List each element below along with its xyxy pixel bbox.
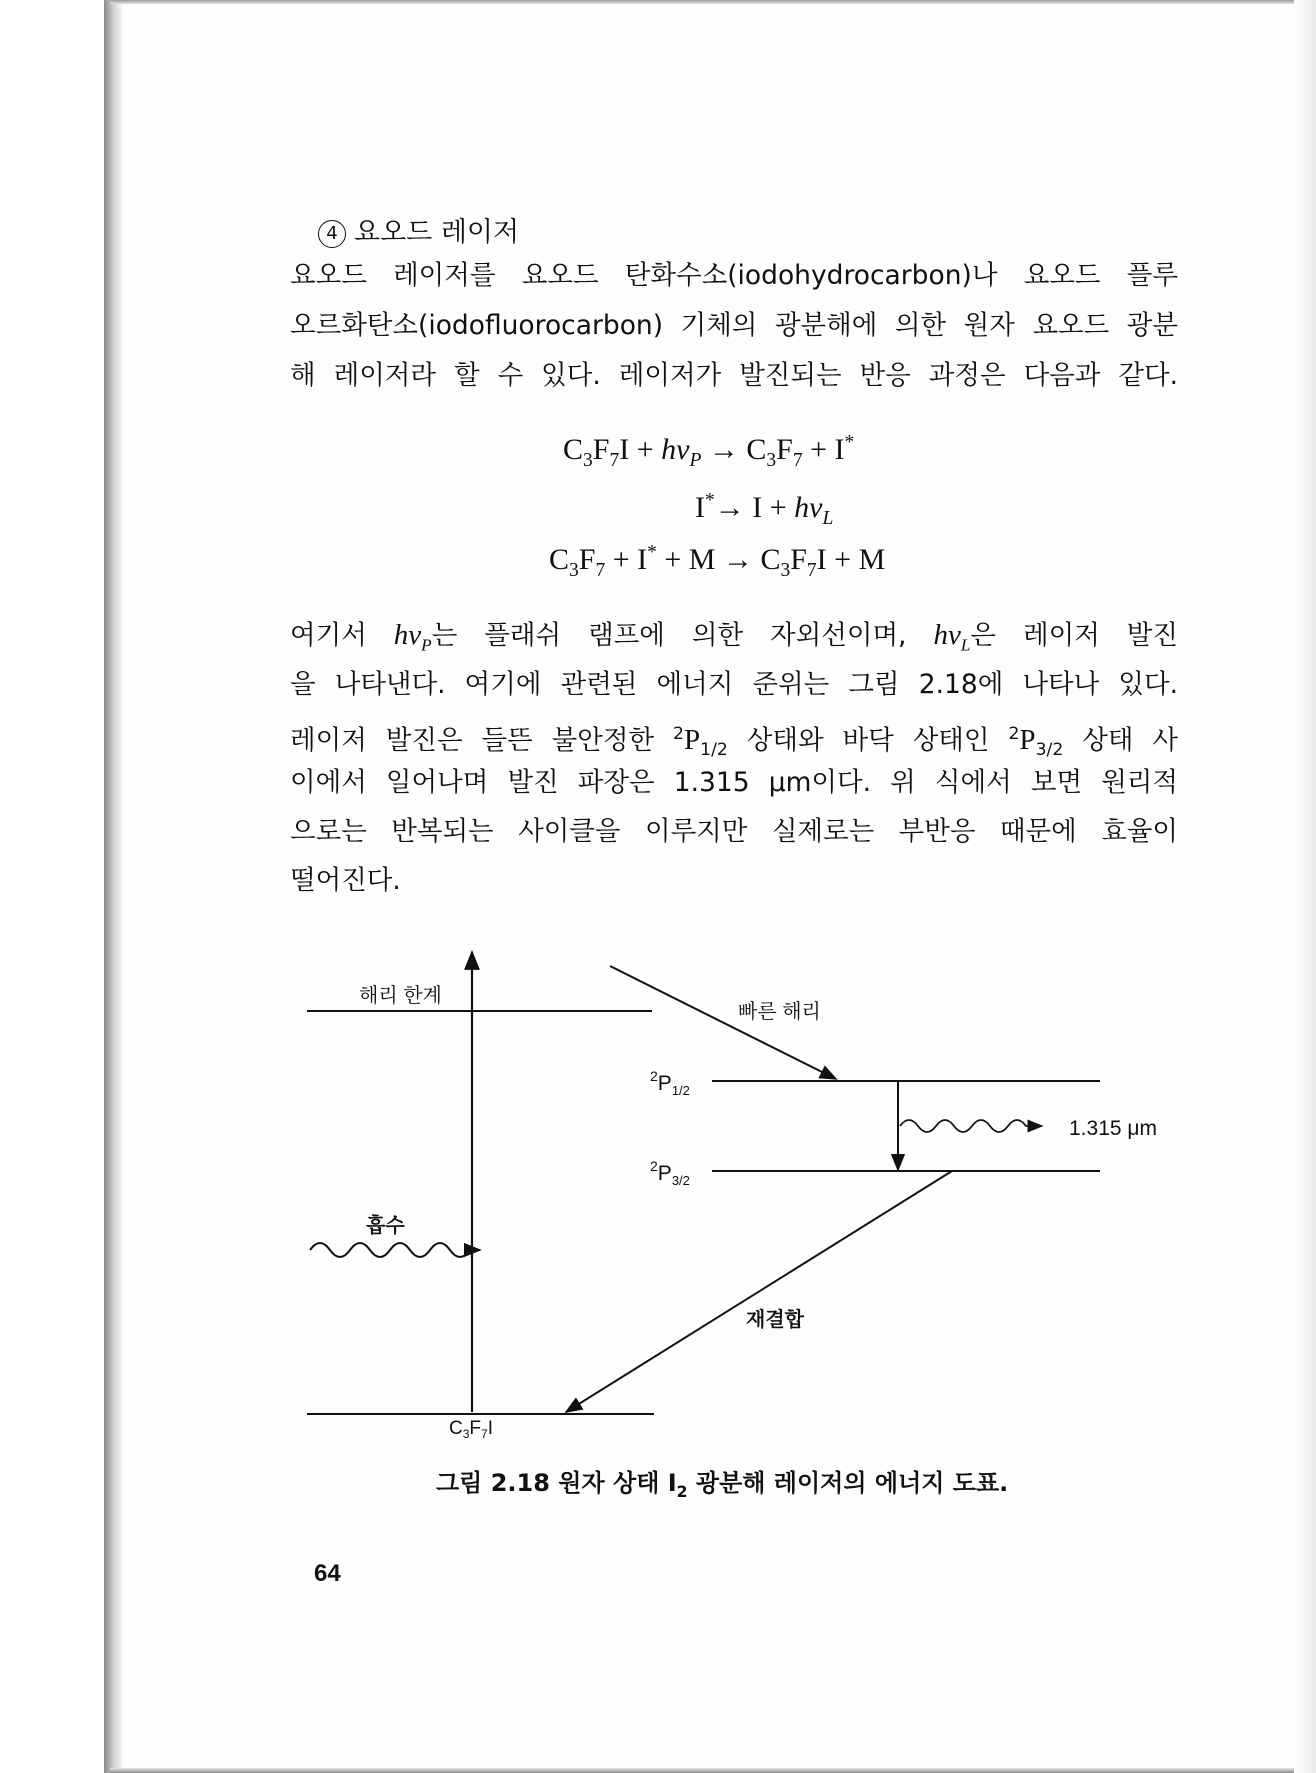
paragraph2-line: 떨어진다. (290, 865, 401, 896)
paragraph2-line: 으로는 반복되는 사이클을 이루지만 실제로는 부반응 때문에 효율이 (290, 816, 1178, 847)
paragraph2-line: 여기서 $h\nu_P$는 플래쉬 램프에 의한 자외선이며, $h\nu_L$은 레이저 발진 (290, 619, 1178, 655)
recombination-label: 재결합 (746, 1309, 804, 1331)
fast-dissociation-label: 빠른 해리 (738, 1001, 821, 1023)
paragraph2-line: 을 나타낸다. 여기에 관련된 에너지 준위는 그림 2.18에 나타나 있다. (290, 669, 1178, 700)
absorption-label: 흡수 (366, 1215, 405, 1237)
wavelength-label: 1.315 μm (1069, 1117, 1157, 1140)
dissociation-limit-label: 해리 한계 (359, 985, 442, 1007)
recombination-arrow (566, 1171, 952, 1412)
paragraph1-line: 해 레이저라 할 수 있다. 레이저가 발진되는 반응 과정은 다음과 같다. (290, 360, 1178, 391)
upper-level-label: $^2P_{1/2}$ (650, 1068, 690, 1098)
section-title: 요오드 레이저 (354, 217, 520, 248)
figure-caption: 그림 2.18 원자 상태 $I_2$ 광분해 레이저의 에너지 도표. (436, 1469, 1009, 1501)
ground-level-label: $C_3F_7I$ (449, 1418, 493, 1441)
equation-2: $I^*\to I + h\nu_L$ (695, 490, 834, 529)
paragraph1-line: 오르화탄소(iodofluorocarbon) 기체의 광분해에 의한 원자 요오드 광분 (290, 310, 1178, 341)
equation-3: $C_3F_7 + I^* + M \to C_3F_7I + M$ (549, 542, 886, 581)
paragraph2-line: 레이저 발진은 들뜬 불안정한 $^2P_{1/2}$ 상태와 바닥 상태인 $^2P_{3/2}$ 상태 사 (290, 723, 1178, 761)
section-number: 4 (318, 220, 346, 248)
paragraph2-line: 이에서 일어나며 발진 파장은 1.315 μm이다. 위 식에서 보면 원리적 (290, 767, 1178, 798)
absorption-wave (310, 1243, 480, 1257)
paragraph1-line: 요오드 레이저를 요오드 탄화수소(iodohydrocarbon)나 요오드 플루 (290, 260, 1178, 291)
equation-1: $C_3F_7I + h\nu_P \to C_3F_7 + I^*$ (563, 432, 855, 471)
page-number: 64 (314, 1560, 341, 1587)
lower-level-label: $^2P_{3/2}$ (650, 1158, 690, 1188)
emission-wave (900, 1120, 1042, 1132)
